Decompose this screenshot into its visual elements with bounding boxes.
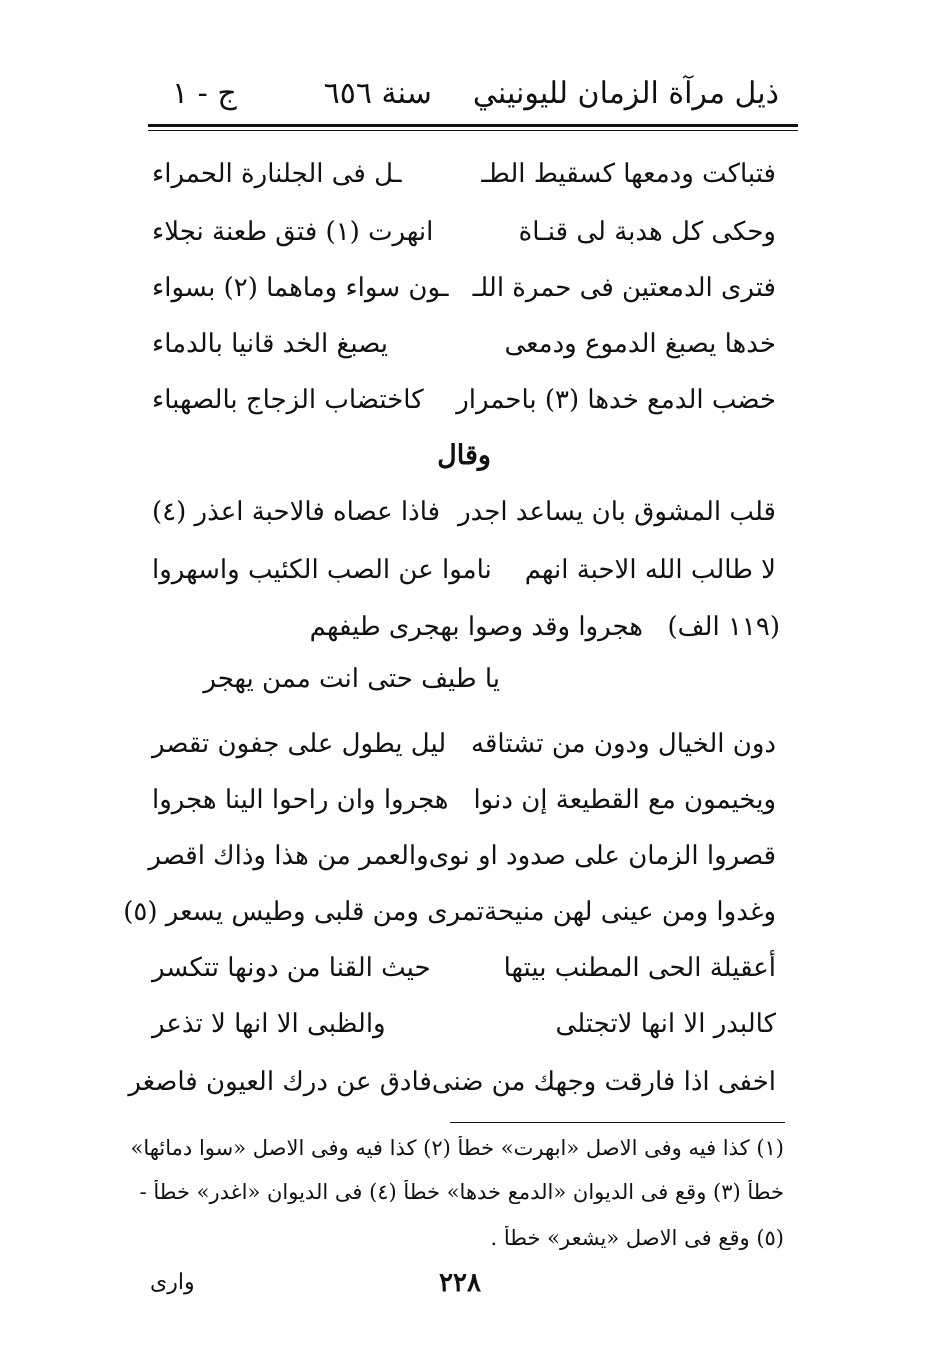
split-verse-second-hemistich — [100, 664, 500, 694]
verse-second-hemistich: حيث القنا من دونها تتكسر — [152, 953, 431, 983]
header-rule-thin — [148, 130, 798, 131]
book-title: ذيل مرآة الزمان لليونيني — [472, 76, 779, 111]
verse-second-hemistich: يصبغ الخد قانيا بالدماء — [152, 329, 388, 359]
section-heading: وقال — [437, 440, 491, 471]
footnote-line: (٥) وقع فى الاصل «يشعر» خطأ . — [490, 1226, 784, 1250]
page-number: ٢٢٨ — [439, 1268, 481, 1298]
verse-first-hemistich: قلب المشوق بان يساعد اجدر — [458, 497, 776, 527]
verse — [152, 774, 776, 826]
verse — [152, 374, 776, 426]
volume-number: ج - ١ — [172, 76, 237, 111]
verse-second-hemistich: هجروا وان راحوا الينا هجروا — [152, 785, 449, 815]
verse — [123, 886, 776, 938]
verse-second-hemistich: ليل يطول على جفون تقصر — [152, 729, 447, 759]
verse-second-hemistich: فاذا عصاه فالاحبة اعذر (٤) — [152, 497, 441, 527]
verse — [152, 718, 776, 770]
verse-second-hemistich: يا طيف حتى انت ممن يهجر — [203, 664, 500, 694]
verse-second-hemistich: والعمر من هذا وذاك اقصر — [148, 841, 429, 871]
verse-first-hemistich: هجروا وقد وصوا بهجرى طيفهم — [309, 612, 643, 642]
verse-second-hemistich: انهرت (١) فتق طعنة نجلاء — [152, 217, 434, 247]
verse-first-hemistich: ويخيمون مع القطيعة إن دنوا — [473, 785, 776, 815]
verse — [148, 830, 776, 882]
verse-first-hemistich: فتباكت ودمعها كسقيط الطـ — [481, 159, 776, 189]
verse-second-hemistich: والظبى الا انها لا تذعر — [152, 1009, 386, 1039]
running-header — [324, 76, 779, 111]
verse-first-hemistich: أعقيلة الحى المطنب بيتها — [503, 953, 776, 983]
footnote-rule — [450, 1122, 785, 1123]
footnote-line: خطأ (٣) وقع فى الديوان «الدمع خدها» خطأ (٤) فى الديوان «اغدر» خطأ - — [139, 1180, 784, 1204]
verse-second-hemistich: تمرى ومن قلبى وطيس يسعر (٥) — [123, 897, 485, 927]
folio-marker: (١١٩ الف) — [667, 612, 780, 642]
verse — [152, 544, 776, 596]
verse-second-hemistich: فادق عن درك العيون فاصغر — [128, 1067, 432, 1097]
verse-first-hemistich: اخفى اذا فارقت وجهك من ضنى — [431, 1067, 776, 1097]
header-year: سنة ٦٥٦ — [323, 76, 432, 111]
verse-first-hemistich: دون الخيال ودون من تشتاقه — [471, 729, 776, 759]
verse-first-hemistich: وغدوا ومن عينى لهن منيحة — [484, 897, 776, 927]
verse — [152, 942, 776, 994]
footnote-line: (١) كذا فيه وفى الاصل «ابهرت» خطأ (٢) كذا فيه وفى الاصل «سوا دمائها» — [130, 1136, 784, 1160]
verse — [128, 1056, 776, 1108]
verse — [152, 262, 776, 314]
verse — [152, 998, 776, 1050]
verse-second-hemistich: ـل فى الجلنارة الحمراء — [152, 159, 402, 189]
verse-first-hemistich: خضب الدمع خدها (٣) باحمرار — [456, 385, 776, 415]
verse-second-hemistich: كاختضاب الزجاج بالصهباء — [152, 385, 424, 415]
verse — [152, 206, 776, 258]
verse-second-hemistich: ـون سواء وماهما (٢) بسواء — [152, 273, 449, 303]
verse — [152, 318, 776, 370]
verse-first-hemistich: خدها يصبغ الدموع ودمعى — [504, 329, 776, 359]
verse-first-hemistich: فترى الدمعتين فى حمرة اللـ — [472, 273, 776, 303]
verse-first-hemistich: وحكى كل هدبة لى قنـاة — [518, 217, 776, 247]
verse-first-hemistich: لا طالب الله الاحبة انهم — [524, 555, 776, 585]
verse-first-hemistich: قصروا الزمان على صدود او نوى — [428, 841, 776, 871]
header-rule — [148, 124, 798, 127]
printer-mark: وارى — [150, 1270, 195, 1295]
verse-first-hemistich: كالبدر الا انها لاتجتلى — [555, 1009, 776, 1039]
verse — [152, 486, 776, 538]
verse-second-hemistich: ناموا عن الصب الكئيب واسهروا — [152, 555, 492, 585]
verse — [152, 148, 776, 200]
split-verse-first-hemistich — [309, 612, 780, 642]
